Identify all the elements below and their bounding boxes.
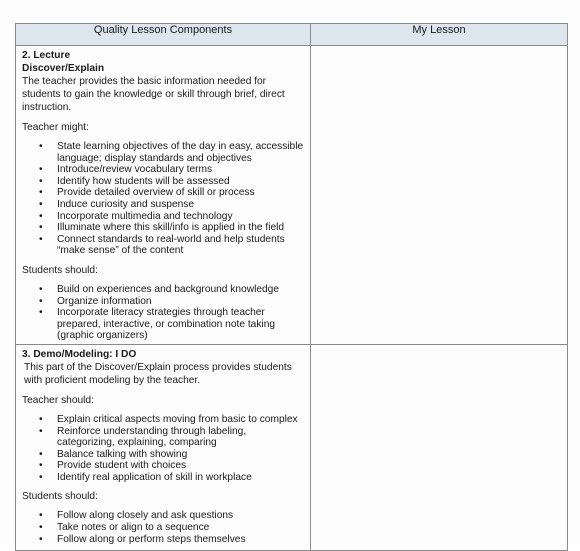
list-item [22,234,304,257]
list-item-text: Connect standards to real-world and help students “make sense” of the content [57,233,285,257]
list-item-text: Take notes or align to a sequence [57,522,210,534]
list-item-text: Identify real application of skill in workplace [57,471,252,483]
students-should-list [22,510,304,545]
teacher-should-list [22,414,304,484]
list-item-text: Follow along or perform steps themselves [57,533,246,545]
demo-components-cell [16,344,311,550]
lesson-components-table [15,23,568,551]
section-subtitle: Discover/Explain [22,63,105,74]
group-label: Teacher should: [22,394,94,406]
bullet-icon: • [39,295,43,307]
list-item [22,164,304,176]
bullet-icon: • [39,522,43,534]
bullet-icon: • [39,164,43,176]
list-item [22,460,304,472]
list-item [22,449,304,461]
section-title: 3. Demo/Modeling: I DO [22,348,137,360]
list-item-text: Explain critical aspects moving from basic to complex [57,413,298,425]
list-item [22,534,304,546]
my-lesson-demo-cell[interactable] [311,344,568,550]
bullet-icon: • [39,187,43,199]
bullet-icon: • [39,222,43,234]
lecture-components-cell [16,46,311,345]
list-item [22,199,304,211]
group-label: Teacher might: [22,122,89,133]
list-item [22,426,304,449]
list-item [22,472,304,484]
bullet-icon: • [39,413,43,425]
list-item [22,222,304,234]
bullet-icon: • [39,175,43,187]
list-item-text: Introduce/review vocabulary terms [57,164,213,176]
bullet-icon: • [39,448,43,460]
bullet-icon: • [39,141,43,152]
bullet-icon: • [39,307,43,319]
bullet-icon: • [39,233,43,245]
bullet-icon: • [39,198,43,210]
list-item-text: Identify how students will be assessed [57,175,230,187]
bullet-icon: • [39,510,43,522]
list-item [22,296,304,308]
bullet-icon: • [39,460,43,472]
list-item [22,211,304,223]
students-should-list [22,284,304,342]
list-item-text: State learning objectives of the day in easy, accessible language; display standards and objectives [57,141,304,164]
list-item [22,141,304,164]
bullet-icon: • [39,471,43,483]
table-row [16,344,568,550]
header-quality-lesson-components: Quality Lesson Components [16,24,311,46]
list-item-text: Provide student with choices [57,460,187,472]
list-item [22,284,304,296]
bullet-icon: • [39,425,43,437]
bullet-icon: • [39,210,43,222]
list-item [22,414,304,426]
list-item [22,510,304,522]
list-item-text: Reinforce understanding through labeling, categorizing, explaining, comparing [57,425,247,449]
list-item-text: Balance talking with showing [57,448,188,460]
list-item-text: Incorporate multimedia and technology [57,210,233,222]
teacher-might-list [22,141,304,257]
list-item-text: Provide detailed overview of skill or process [57,187,255,199]
list-item-text: Follow along closely and ask questions [57,510,234,522]
list-item-text: Organize information [57,295,152,307]
my-lesson-lecture-cell[interactable] [311,46,568,345]
table-header-row [16,24,568,46]
list-item-text: Illuminate where this skill/info is applied in the field [57,222,285,234]
table-row [16,46,568,345]
section-intro: The teacher provides the basic information needed for students to gain the knowledge or skill through brief, direct instruction. [22,76,285,113]
section-intro: This part of the Discover/Explain process provides students with proficient modeling by the teacher. [24,361,292,386]
list-item [22,522,304,534]
list-item [22,176,304,188]
list-item-text: Incorporate literacy strategies through teacher prepared, interactive, or combination note taking (graphic organizers) [57,307,276,342]
section-title: 2. Lecture [22,50,71,61]
group-label: Students should: [22,491,98,503]
list-item-text: Build on experiences and background knowledge [57,283,280,295]
list-item [22,187,304,199]
group-label: Students should: [22,264,98,276]
list-item [22,307,304,342]
bullet-icon: • [39,283,43,295]
list-item-text: Induce curiosity and suspense [57,198,195,210]
bullet-icon: • [39,533,43,545]
header-my-lesson: My Lesson [311,24,568,46]
